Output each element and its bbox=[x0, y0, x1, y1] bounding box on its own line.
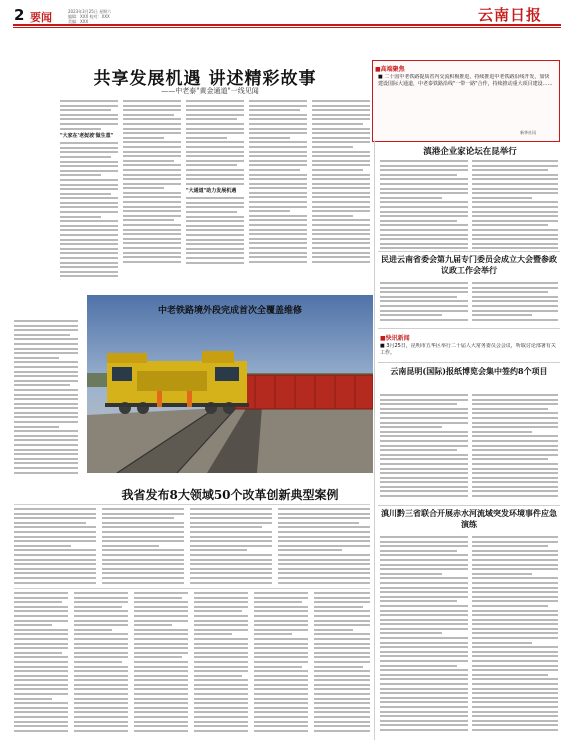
reform-headline: 我省发布8大领域50个改革创新典型案例 bbox=[121, 488, 339, 502]
lead-column-1 bbox=[60, 100, 118, 285]
drill-column-1 bbox=[380, 536, 468, 742]
meta-line: 美编：XXX bbox=[68, 19, 89, 24]
lead-column-3 bbox=[186, 100, 244, 285]
issue-meta bbox=[68, 9, 148, 24]
drill-headline: 滇川黔三省联合开展赤水河流域突发环境事件应急演练 bbox=[381, 508, 557, 529]
bottom-column-6 bbox=[314, 592, 370, 742]
quick-news-tag: ■快讯新闻 bbox=[380, 335, 410, 342]
focus-box-tag: ■高端聚焦 bbox=[375, 66, 405, 73]
lead-subhead: ——中老泰"黄金通道"一线见闻 bbox=[161, 87, 259, 95]
democratic-column-2 bbox=[472, 282, 558, 324]
quick-news-text: ■ 3月25日，昆明市五华区举行二十届人大常务委员会会议，听取讨论部署有关工作。 bbox=[380, 343, 556, 356]
bottom-column-1 bbox=[14, 592, 68, 742]
column-divider bbox=[374, 140, 375, 740]
meta-line: 编辑：XXX 校对：XXX bbox=[68, 14, 110, 19]
reform-column-1 bbox=[14, 508, 96, 584]
lead-headline: 共享发展机遇 讲述精彩故事 bbox=[93, 69, 317, 89]
meta-line: 2023年3月25日 星期六 bbox=[68, 9, 112, 14]
democratic-headline: 民进云南省委会第九届专门委员会成立大会暨参政议政工作会举行 bbox=[381, 254, 557, 275]
header-rule-thin bbox=[13, 27, 561, 28]
reform-column-4 bbox=[278, 508, 370, 584]
photo-caption bbox=[14, 320, 78, 476]
separator bbox=[14, 588, 370, 589]
expo-headline: 云南昆明(国际)报纸博览会集中签约8个项目 bbox=[390, 366, 548, 376]
focus-box-footer: 新华社讯 bbox=[520, 130, 536, 135]
section-name: 要闻 bbox=[30, 11, 52, 24]
railway-photo bbox=[87, 295, 373, 473]
masthead-logo: 云南日报 bbox=[478, 6, 543, 24]
page-number: 2 bbox=[14, 6, 25, 24]
separator bbox=[378, 328, 560, 329]
separator bbox=[14, 504, 370, 505]
expo-column-2 bbox=[472, 394, 558, 502]
lead-subtitle: "大家在'老挝坡'做生意" bbox=[60, 133, 114, 140]
drill-column-2 bbox=[472, 536, 558, 742]
railway-photo-image bbox=[87, 295, 373, 473]
bottom-column-4 bbox=[194, 592, 248, 742]
lead-column-5 bbox=[312, 100, 370, 285]
separator bbox=[378, 505, 560, 506]
header-rule bbox=[13, 24, 561, 26]
lead-column-4 bbox=[249, 100, 307, 285]
bottom-column-2 bbox=[74, 592, 128, 742]
focus-box-text: ■ 二十国中老铁路提质省内交流积极推进，持续推进中老铁路沿线开发，加快建设国际大通道，中老泰铁路沿线"一带一路"合作，持续推动重大项目建设…… bbox=[378, 74, 553, 87]
bottom-column-5 bbox=[254, 592, 308, 742]
bottom-column-3 bbox=[134, 592, 188, 742]
forum-column-1 bbox=[380, 160, 468, 250]
photo-title: 中老铁路境外段完成首次全覆盖维修 bbox=[157, 306, 302, 316]
lead-subtitle: "大通道"助力发展机遇 bbox=[186, 188, 237, 195]
reform-column-2 bbox=[102, 508, 184, 584]
democratic-column-1 bbox=[380, 282, 468, 324]
reform-column-3 bbox=[190, 508, 272, 584]
separator bbox=[378, 362, 560, 363]
separator bbox=[378, 251, 560, 252]
forum-column-2 bbox=[472, 160, 558, 250]
forum-headline: 滇港企业家论坛在昆举行 bbox=[423, 147, 517, 157]
lead-column-2 bbox=[123, 100, 181, 285]
